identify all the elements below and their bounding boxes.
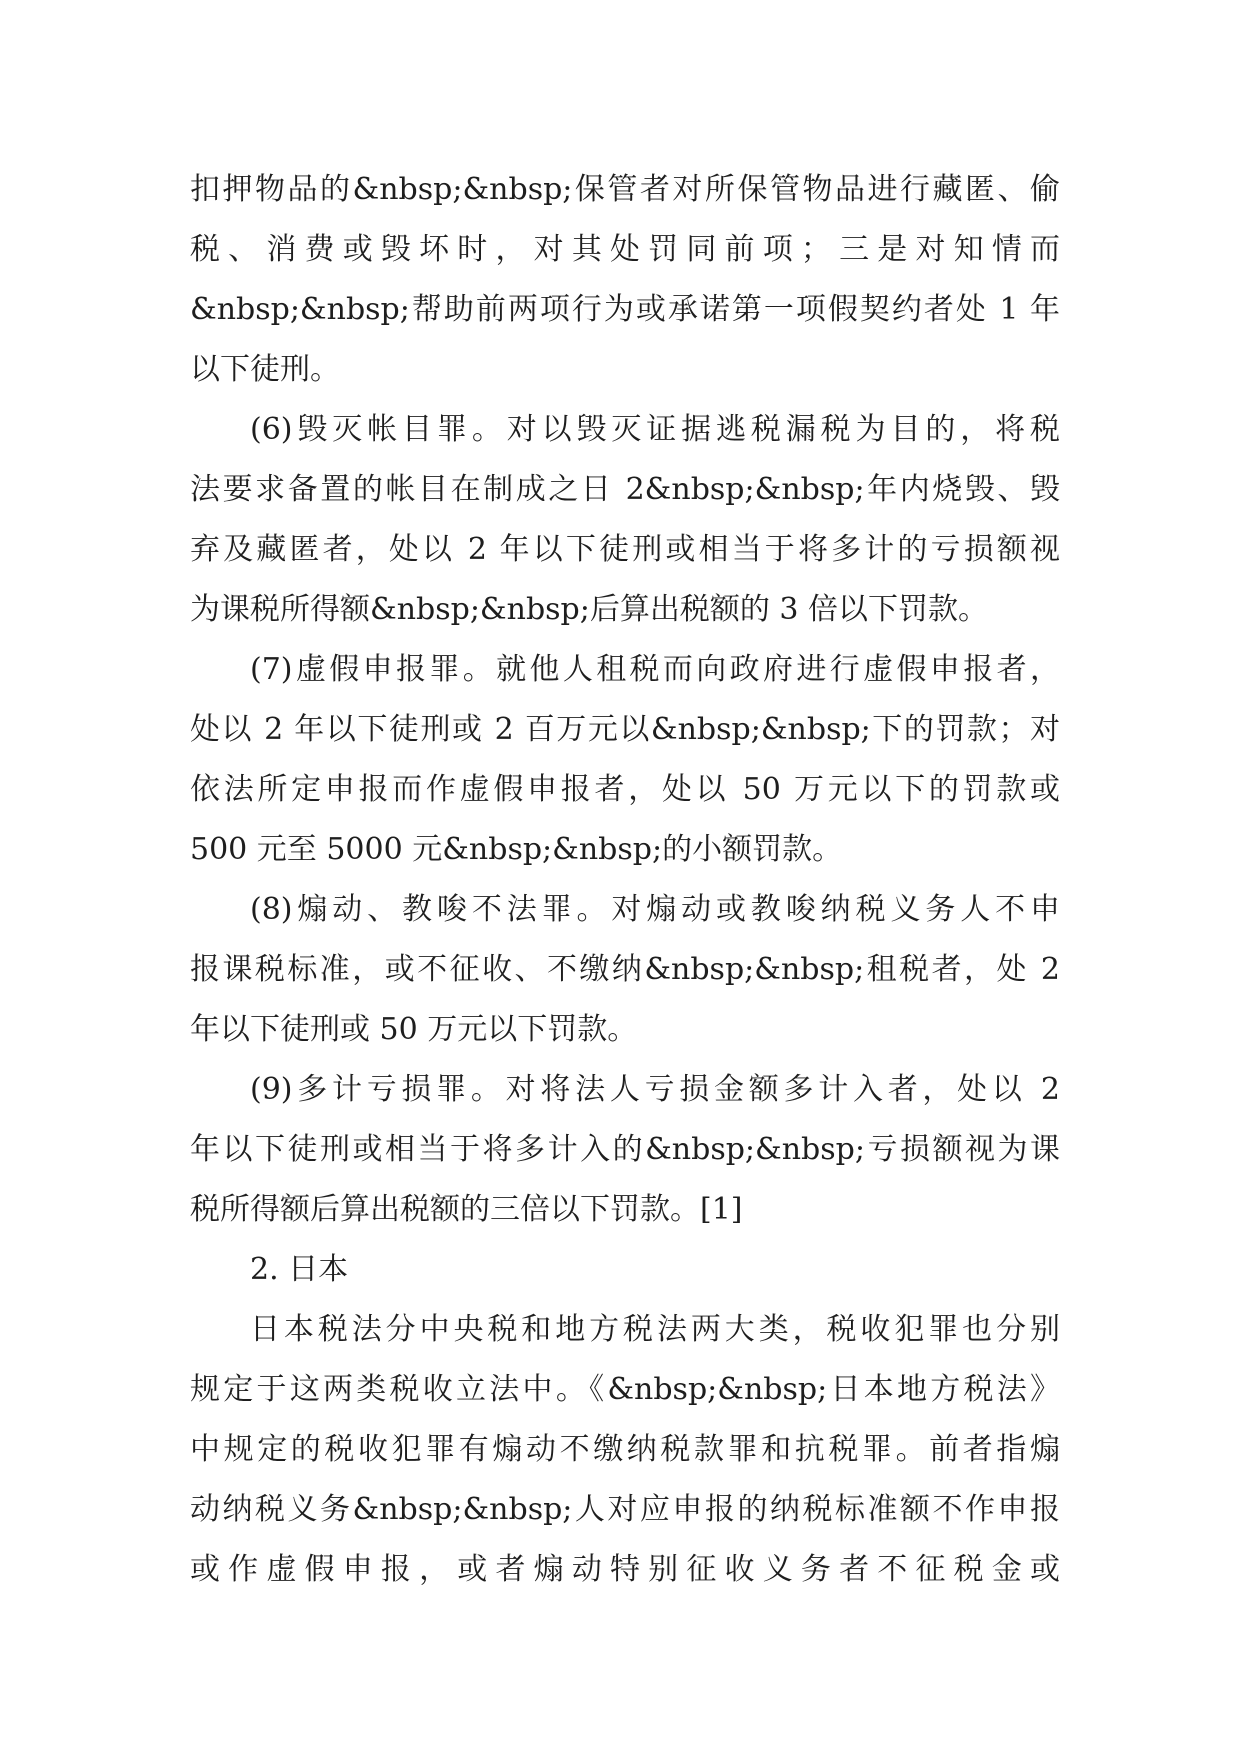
text-line: 弃及藏匿者，处以 2 年以下徒刑或相当于将多计的亏损额视 xyxy=(190,532,1060,567)
text-line: 中规定的税收犯罪有煽动不缴纳税款罪和抗税罪。前者指煽 xyxy=(190,1432,1060,1467)
text-line: &nbsp;&nbsp;帮助前两项行为或承诺第一项假契约者处 1 年 xyxy=(190,292,1060,327)
paragraph-start-line: (7)虚假申报罪。就他人租税而向政府进行虚假申报者， xyxy=(250,652,1060,687)
paragraph-start-line: (6)毁灭帐目罪。对以毁灭证据逃税漏税为目的，将税 xyxy=(250,412,1060,447)
text-line: 处以 2 年以下徒刑或 2 百万元以&nbsp;&nbsp;下的罚款；对 xyxy=(190,712,1060,747)
text-line: 为课税所得额&nbsp;&nbsp;后算出税额的 3 倍以下罚款。 xyxy=(190,592,989,627)
paragraph-start-line: (8)煽动、教唆不法罪。对煽动或教唆纳税义务人不申 xyxy=(250,892,1060,927)
section-heading: 2. 日本 xyxy=(250,1252,349,1287)
text-line: 报课税标准，或不征收、不缴纳&nbsp;&nbsp;租税者，处 2 xyxy=(190,952,1060,987)
text-line: 或作虚假申报，或者煽动特别征收义务者不征税金或 xyxy=(190,1552,1060,1587)
text-line: 以下徒刑。 xyxy=(190,352,340,387)
paragraph-start-line: (9)多计亏损罪。对将法人亏损金额多计入者，处以 2 xyxy=(250,1072,1060,1107)
text-line: 税所得额后算出税额的三倍以下罚款。[1] xyxy=(190,1192,743,1227)
text-line: 法要求备置的帐目在制成之日 2&nbsp;&nbsp;年内烧毁、毁 xyxy=(190,472,1060,507)
text-line: 税、消费或毁坏时，对其处罚同前项；三是对知情而 xyxy=(190,232,1060,267)
text-line: 500 元至 5000 元&nbsp;&nbsp;的小额罚款。 xyxy=(190,832,843,867)
paragraph-start-line: 日本税法分中央税和地方税法两大类，税收犯罪也分别 xyxy=(250,1312,1060,1347)
text-line: 扣押物品的&nbsp;&nbsp;保管者对所保管物品进行藏匿、偷 xyxy=(190,172,1060,207)
text-line: 年以下徒刑或 50 万元以下罚款。 xyxy=(190,1012,638,1047)
text-line: 年以下徒刑或相当于将多计入的&nbsp;&nbsp;亏损额视为课 xyxy=(190,1132,1060,1167)
text-line: 动纳税义务&nbsp;&nbsp;人对应申报的纳税标准额不作申报 xyxy=(190,1492,1060,1527)
body-text xyxy=(190,160,1060,1600)
text-line: 规定于这两类税收立法中。《&nbsp;&nbsp;日本地方税法》 xyxy=(190,1372,1060,1407)
text-line: 依法所定申报而作虚假申报者，处以 50 万元以下的罚款或 xyxy=(190,772,1060,807)
